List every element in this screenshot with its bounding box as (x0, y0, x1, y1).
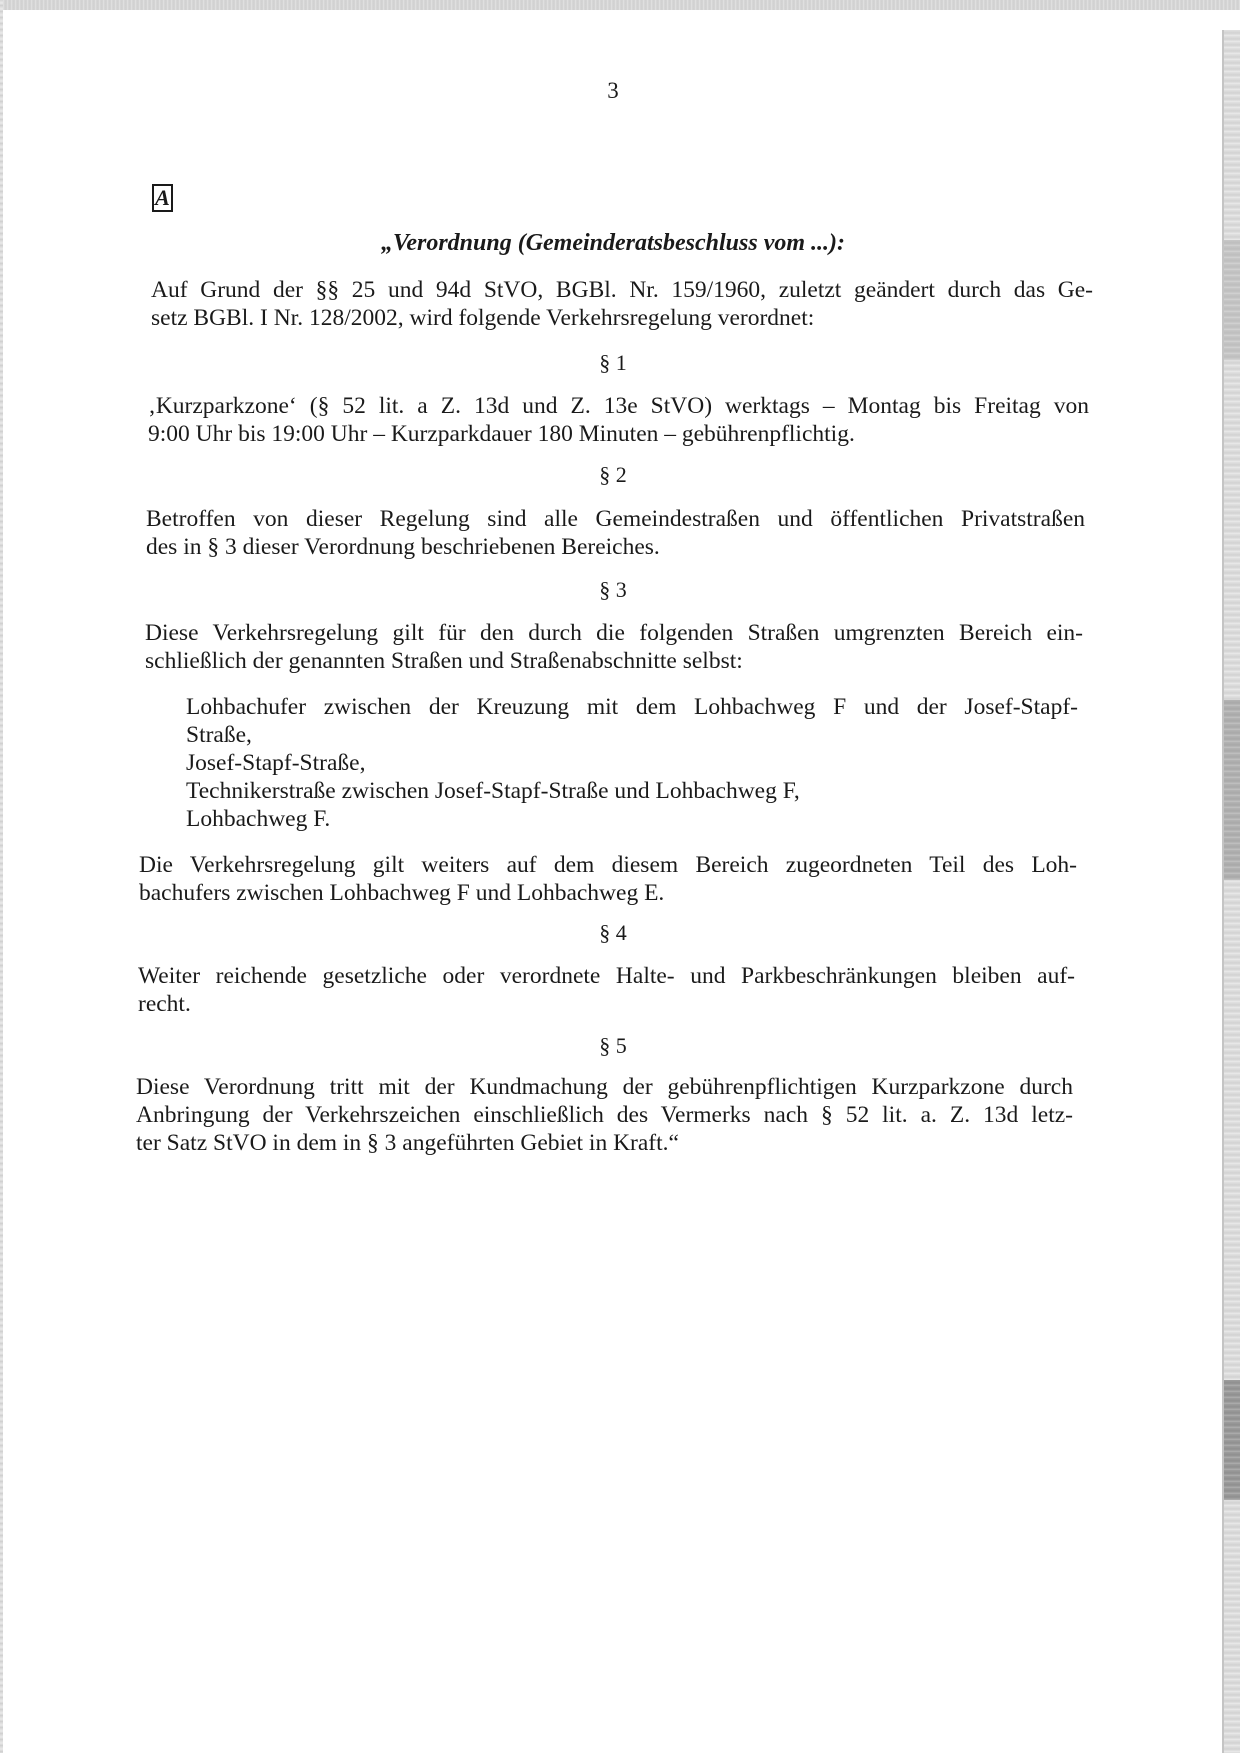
intro-paragraph (151, 276, 1093, 332)
paragraph-sign-2: § 2 (599, 462, 627, 487)
paragraph-2-text (146, 505, 1085, 561)
scan-page-edge (1222, 30, 1224, 1753)
scan-border-top (0, 0, 1240, 10)
scan-border-left (0, 0, 3, 1753)
list-item (186, 749, 1078, 777)
paragraph-3-text (145, 619, 1083, 675)
text-line: recht. (138, 991, 191, 1017)
paragraph-sign-3: § 3 (599, 577, 627, 602)
text-line: ter Satz StVO in dem in § 3 angeführten Gebiet in Kraft.“ (136, 1130, 679, 1156)
paragraph-3-extra (139, 851, 1077, 907)
text-line: Die Verkehrsregelung gilt weiters auf dem diesem Bereich zugeordneten Teil des Loh- (139, 852, 1077, 878)
text-line: Straße, (186, 722, 252, 748)
list-item (186, 805, 1078, 833)
paragraph-sign-1: § 1 (599, 350, 627, 375)
text-line: Anbringung der Verkehrszeichen einschließlich des Vermerks nach § 52 lit. a. Z. 13d letz- (136, 1102, 1073, 1128)
text-line: Weiter reichende gesetzliche oder verordnete Halte- und Parkbeschränkungen bleiben auf- (138, 963, 1075, 989)
document-heading: „Verordnung (Gemeinderatsbeschluss vom ...): (380, 230, 846, 256)
text-line: setz BGBl. I Nr. 128/2002, wird folgende Verkehrsregelung verordnet: (151, 305, 815, 331)
text-line: Josef-Stapf-Straße, (186, 750, 366, 776)
text-line: schließlich der genannten Straßen und Straßenabschnitte selbst: (145, 648, 743, 674)
scan-shade (1224, 240, 1240, 360)
list-item (186, 693, 1078, 749)
page-number: 3 (607, 78, 619, 103)
paragraph-sign-5: § 5 (599, 1033, 627, 1058)
paragraph-4-text (138, 962, 1075, 1018)
text-line: Auf Grund der §§ 25 und 94d StVO, BGBl. Nr. 159/1960, zuletzt geändert durch das Ge- (151, 277, 1093, 303)
text-line: Diese Verordnung tritt mit der Kundmachung der gebührenpflichtigen Kurzparkzone durch (136, 1074, 1073, 1100)
text-line: Diese Verkehrsregelung gilt für den durch die folgenden Straßen umgrenzten Bereich ein- (145, 620, 1083, 646)
text-line: des in § 3 dieser Verordnung beschriebenen Bereiches. (146, 534, 660, 560)
text-line: 9:00 Uhr bis 19:00 Uhr – Kurzparkdauer 180 Minuten – gebührenpflichtig. (148, 421, 855, 447)
text-line: ‚Kurzparkzone‘ (§ 52 lit. a Z. 13d und Z. 13e StVO) werktags – Montag bis Freitag von (148, 393, 1089, 419)
text-line: bachufers zwischen Lohbachweg F und Lohbachweg E. (139, 880, 665, 906)
section-marker-box: A (152, 184, 173, 212)
list-item (186, 777, 1078, 805)
text-line: Technikerstraße zwischen Josef-Stapf-Straße und Lohbachweg F, (186, 778, 800, 804)
text-line: Betroffen von dieser Regelung sind alle Gemeindestraßen und öffentlichen Privatstraßen (146, 506, 1085, 532)
street-list (186, 693, 1078, 833)
paragraph-sign-4: § 4 (599, 920, 627, 945)
scan-shade (1224, 1380, 1240, 1500)
text-line: Lohbachufer zwischen der Kreuzung mit dem Lohbachweg F und der Josef-Stapf- (186, 694, 1078, 720)
paragraph-5-text (136, 1073, 1073, 1157)
scan-shade (1224, 700, 1240, 880)
paragraph-1-text (148, 392, 1089, 448)
text-line: Lohbachweg F. (186, 806, 331, 832)
